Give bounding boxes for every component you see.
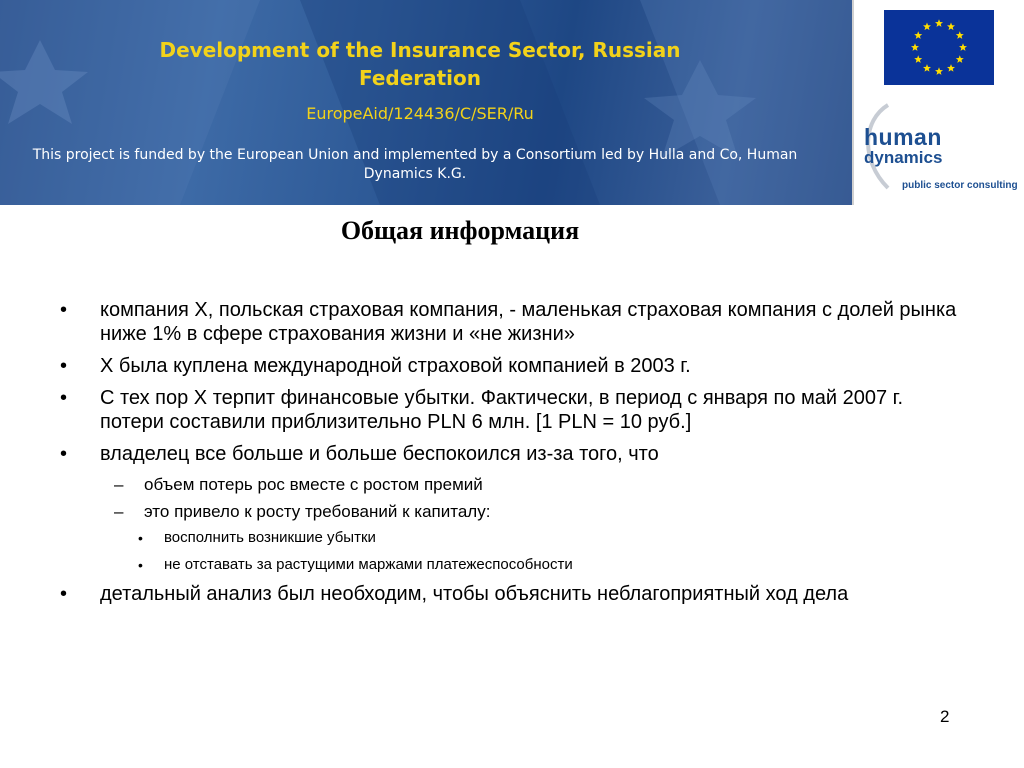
banner-funding-note: This project is funded by the European Union and implemented by a Consortium led by Hulla and Co, Human Dynamics K.G.: [32, 147, 798, 182]
bullet-marker: •: [60, 299, 68, 321]
page-number: 2: [940, 707, 950, 726]
bullet-item-level-1: [60, 582, 970, 606]
bullet-item-level-1: [60, 386, 970, 434]
bullet-text: объем потерь рос вместе с ростом премий: [144, 475, 483, 494]
bullet-marker: •: [60, 387, 68, 409]
bullet-item-level-1: [60, 298, 970, 346]
bullet-item-level-3: [60, 528, 970, 548]
bullet-item-level-1: [60, 354, 970, 378]
bullet-marker: •: [60, 583, 68, 605]
bullet-marker: –: [114, 475, 124, 494]
bullet-text: восполнить возникшие убытки: [164, 529, 376, 546]
bullet-marker: –: [114, 502, 124, 521]
bullet-text: не отставать за растущими маржами платежеспособности: [164, 556, 573, 573]
bullet-text: владелец все больше и больше беспокоился из-за того, что: [100, 443, 659, 465]
bullet-item-level-1: [60, 442, 970, 466]
logo-panel: [852, 0, 1024, 205]
bullet-item-level-2: [60, 501, 970, 523]
human-dynamics-logo: [858, 100, 1024, 200]
bullet-text: это привело к росту требований к капиталу:: [144, 502, 491, 521]
logo-word-dynamics: dynamics: [864, 148, 943, 167]
bullet-text: детальный анализ был необходим, чтобы объяснить неблагоприятный ход дела: [100, 583, 849, 605]
header-banner: [0, 0, 852, 205]
logo-tagline: public sector consulting: [902, 180, 1018, 191]
bullet-marker: •: [138, 530, 143, 546]
banner-project-code: EuropeAid/124436/C/SER/Ru: [306, 104, 534, 123]
bullet-item-level-2: [60, 474, 970, 496]
bullet-item-level-3: [60, 555, 970, 575]
slide-title: Общая информация: [340, 216, 580, 245]
logo-word-human: human: [864, 124, 942, 150]
bullet-text: компания X, польская страховая компания, - маленькая страховая компания с долей рынка ниже 1% в сфере страхования жизни и «не жизни»: [100, 299, 957, 345]
bullet-text: X была куплена международной страховой компанией в 2003 г.: [100, 355, 691, 377]
bullet-marker: •: [60, 355, 68, 377]
bullet-marker: •: [60, 443, 68, 465]
bullet-text: С тех пор X терпит финансовые убытки. Фактически, в период с января по май 2007 г. потери составили приблизительно PLN 6 млн. [1 PLN = 10 руб.]: [100, 387, 904, 433]
eu-flag-icon: [884, 10, 994, 85]
banner-title: Development of the Insurance Sector, Russian Federation: [159, 38, 681, 90]
bullet-list: [60, 298, 970, 614]
bullet-marker: •: [138, 557, 143, 573]
